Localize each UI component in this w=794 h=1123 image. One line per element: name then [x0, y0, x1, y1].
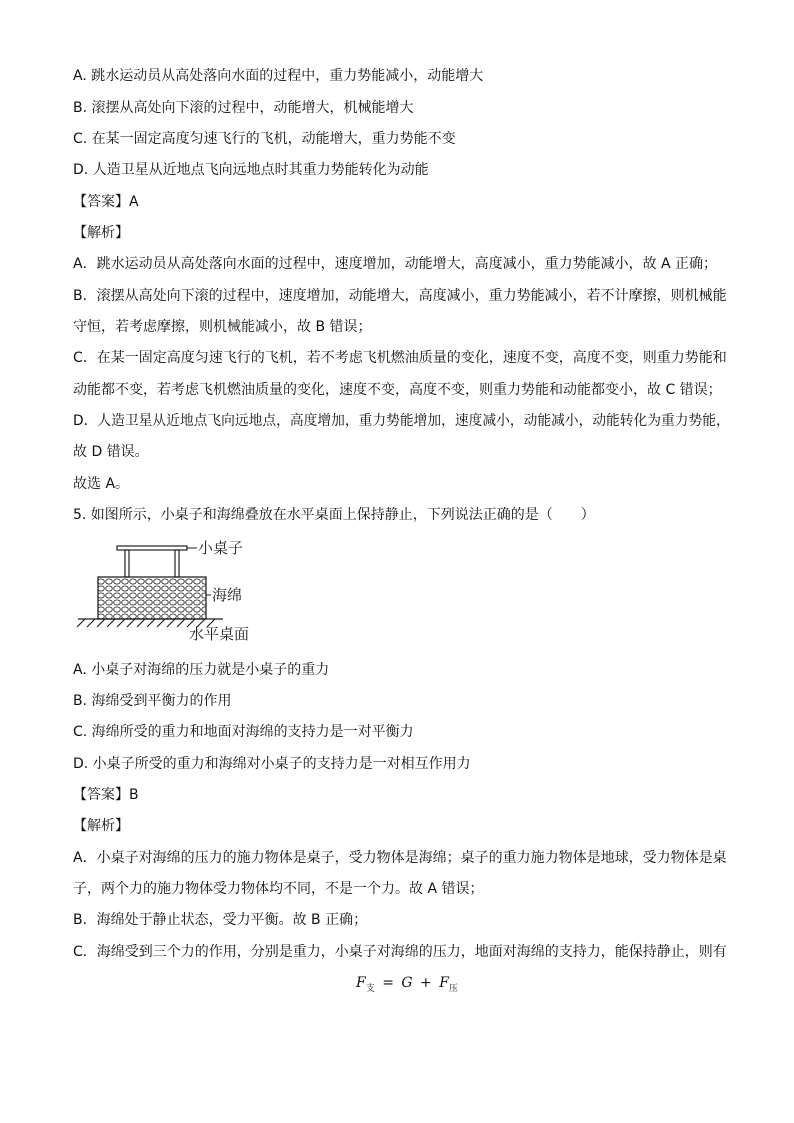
question-5-stem: 5. 如图所示，小桌子和海绵叠放在水平桌面上保持静止，下列说法正确的是（ ）	[73, 507, 595, 523]
analysis-line: 守恒，若考虑摩擦，则机械能减小，故 B 错误；	[73, 319, 372, 335]
analysis-line: 子，两个力的施力物体受力物体均不同，不是一个力。故 A 错误；	[73, 881, 484, 897]
option-d-line: D. 小桌子所受的重力和海绵对小桌子的支持力是一对相互作用力	[73, 756, 471, 772]
sponge-block	[98, 577, 211, 619]
option-a-line: A. 跳水运动员从高处落向水面的过程中，重力势能减小，动能增大	[73, 68, 484, 84]
formula-pressure-force: $F_压$	[439, 975, 458, 994]
analysis-line: C．海绵受到三个力的作用，分别是重力，小桌子对海绵的压力，地面对海绵的支持力，能保持静止，则有	[73, 944, 727, 960]
analysis-heading: 【解析】	[73, 225, 129, 241]
formula-equals: =	[382, 975, 394, 991]
answer-line: 【答案】A	[73, 194, 139, 210]
analysis-line: 动能都不变，若考虑飞机燃油质量的变化，速度不变，高度不变，则重力势能和动能都变小，故 C 错误；	[73, 382, 722, 398]
option-d-line: D. 人造卫星从近地点飞向远地点时其重力势能转化为动能	[73, 162, 429, 178]
analysis-line: A．小桌子对海绵的压力的施力物体是桌子，受力物体是海绵；桌子的重力施力物体是地球，受力物体是桌	[73, 850, 727, 866]
option-c-line: C. 在某一固定高度匀速飞行的飞机，动能增大，重力势能不变	[73, 131, 456, 147]
option-b-line: B. 滚摆从高处向下滚的过程中，动能增大，机械能增大	[73, 100, 414, 116]
small-table	[117, 546, 197, 577]
force-balance-formula	[356, 975, 458, 994]
label-small-table: 小桌子	[198, 539, 244, 557]
analysis-line: B．滚摆从高处向下滚的过程中，速度增加，动能增大，高度减小，重力势能减小，若不计摩擦，则机械能	[73, 288, 727, 304]
option-c-line: C. 海绵所受的重力和地面对海绵的支持力是一对平衡力	[73, 724, 414, 740]
analysis-line: D．人造卫星从近地点飞向远地点，高度增加，重力势能增加，速度减小，动能减小，动能转化为重力势能，	[73, 413, 730, 429]
option-b-line: B. 海绵受到平衡力的作用	[73, 693, 232, 709]
conclusion-line: 故选 A。	[73, 476, 130, 492]
analysis-line: 故 D 错误。	[73, 444, 149, 460]
option-a-line: A. 小桌子对海绵的压力就是小桌子的重力	[73, 662, 330, 678]
label-horizontal-surface: 水平桌面	[189, 625, 250, 643]
formula-support-force: $F_支$	[356, 975, 375, 994]
formula-plus: +	[420, 975, 432, 991]
label-sponge: 海绵	[212, 586, 243, 604]
analysis-line: A．跳水运动员从高处落向水面的过程中，速度增加，动能增大，高度减小，重力势能减小，故 A 正确；	[73, 256, 718, 272]
analysis-line: B．海绵处于静止状态，受力平衡。故 B 正确；	[73, 912, 368, 928]
analysis-heading: 【解析】	[73, 818, 129, 834]
formula-gravity: G	[401, 975, 413, 991]
analysis-line: C．在某一固定高度匀速飞行的飞机，若不考虑飞机燃油质量的变化，速度不变，高度不变，则重力势能和	[73, 350, 727, 366]
table-sponge-figure	[73, 536, 313, 646]
answer-line: 【答案】B	[73, 787, 139, 803]
